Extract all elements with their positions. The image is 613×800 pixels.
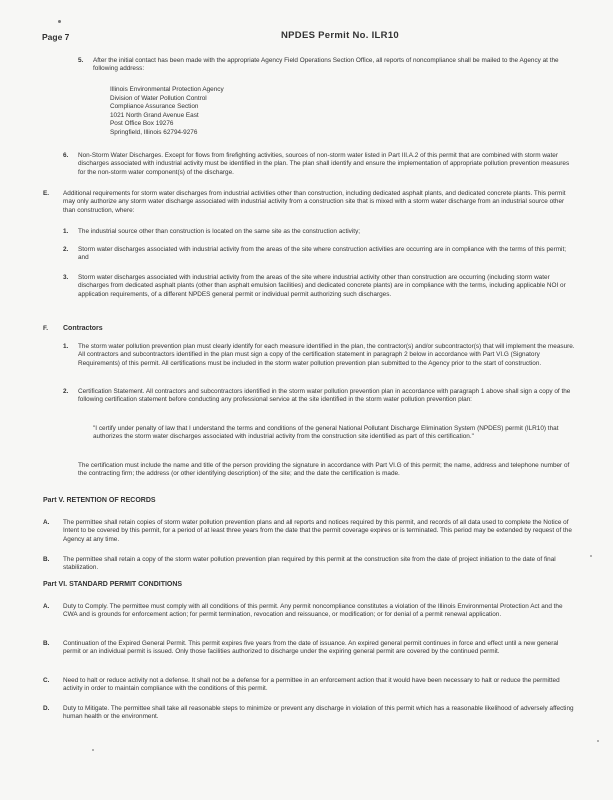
certification-requirements: The certification must include the name and title of the person providing the signature in accordance with Part VI.G of this permit; the name, address and telephone number of the contracting firm; the address (or other identifying description) of the site; and the date the certification is made. — [78, 462, 570, 478]
e-item1-text: The industrial source other than construction is located on the same site as the construction activity; — [78, 228, 361, 235]
item-label: A. — [43, 603, 50, 610]
e-item2-text: Storm water discharges associated with industrial activity from the areas of the site where construction activities are occurring are in compliance with the terms of this permit; and — [78, 246, 567, 262]
part5-b-text: The permittee shall retain a copy of the storm water pollution prevention plan required by this permit at the construction site from the date of project initiation to the date of final stabilization. — [63, 556, 556, 572]
address-line: Compliance Assurance Section — [110, 103, 199, 111]
section-label: F. — [43, 325, 48, 332]
item-label: D. — [43, 705, 50, 712]
item-label: 1. — [63, 343, 69, 350]
item-label: 2. — [63, 388, 69, 395]
e-item3-text: Storm water discharges associated with industrial activity from the areas of the site where industrial activity other than construction are occurring (including storm water discharges from dedicated asphalt plants (other than asphalt emulsion facilities) and dedicated concrete plants) are in compliance with the terms, including applicable NOI or application requirements, of a different NPDES general permit or individual permit authorizing such discharges. — [78, 274, 566, 298]
part6-a-text: Duty to Comply. The permittee must comply with all conditions of this permit. Any permit noncompliance constitutes a violation of the Illinois Environmental Protection Act and the CWA and is grounds for enforcement action; for permit termination, revocation and reissuance, or modification; or for denial of a permit renewal application. — [63, 603, 563, 619]
item-label: A. — [43, 519, 50, 526]
certification-quote: "I certify under penalty of law that I understand the terms and conditions of the general National Pollutant Discharge Elimination System (NPDES) permit (ILR10) that authorizes the storm water discharges associated with industrial activity from the construction site identified as part of this certification." — [93, 425, 559, 441]
address-line: Division of Water Pollution Control — [110, 94, 207, 102]
section-label: E. — [43, 190, 50, 197]
part6-heading: Part VI. STANDARD PERMIT CONDITIONS — [43, 581, 183, 588]
scan-speck — [92, 749, 94, 751]
page-number: Page 7 — [42, 32, 70, 42]
permit-title: NPDES Permit No. ILR10 — [281, 30, 399, 41]
address-line: Post Office Box 19276 — [110, 120, 174, 128]
part6-c-text: Need to halt or reduce activity not a defense. It shall not be a defense for a permittee in an enforcement action that it would have been necessary to halt or reduce the permitted activity in order to maintain compliance with the conditions of this permit. — [63, 677, 560, 693]
c-item5-text: After the initial contact has been made with the appropriate Agency Field Operations Section Office, all reports of noncompliance shall be mailed to the Agency at the following address: — [93, 57, 559, 73]
address-line: 1021 North Grand Avenue East — [110, 111, 199, 119]
item-label: 5. — [78, 57, 84, 64]
item-label: B. — [43, 556, 50, 563]
c-item6-text: Non-Storm Water Discharges. Except for flows from firefighting activities, sources of non-storm water listed in Part III.A.2 of this permit that are combined with storm water discharges associated with industrial activity must be identified in the plan. The plan shall identify and ensure the implementation of appropriate pollution prevention measures for the non-storm water component(s) of the discharge. — [78, 152, 570, 176]
section-e-intro: Additional requirements for storm water discharges from industrial activities other than construction, including dedicated asphalt plants, and dedicated concrete plants. This permit may only authorize any storm water discharge associated with industrial activity from a construction site that is mixed with a storm water discharge from an industrial source other than construction, where: — [63, 190, 566, 214]
f-item1-text: The storm water pollution prevention plan must clearly identify for each measure identified in the plan, the contractor(s) and/or subcontractor(s) that will implement the measure. All contractors and subcontractors identified in the plan must sign a copy of the certification statement in paragraph 2 below in accordance with Part VI.G (Signatory Requirements) of this permit. All certifications must be included in the storm water pollution prevention plan submitted to the Agency prior to the start of construction. — [78, 343, 575, 367]
part5-heading: Part V. RETENTION OF RECORDS — [43, 497, 156, 504]
item-label: C. — [43, 677, 50, 684]
scan-speck — [597, 740, 599, 742]
item-label: 2. — [63, 246, 69, 253]
mailing-address — [110, 86, 370, 138]
item-label: 6. — [63, 152, 69, 159]
part6-d-text: Duty to Mitigate. The permittee shall take all reasonable steps to minimize or prevent any discharge in violation of this permit which has a reasonable likelihood of adversely affecting human health or the environment. — [63, 705, 574, 721]
part5-a-text: The permittee shall retain copies of storm water pollution prevention plans and all reports and notices required by this permit, and records of all data used to complete the Notice of Intent to be covered by this permit, for a period of at least three years from the date that the permit coverage expires or is terminated. This period may be extended by request of the Agency at any time. — [63, 519, 572, 543]
item-label: B. — [43, 640, 50, 647]
scan-mark — [58, 20, 61, 23]
section-f-heading: Contractors — [63, 325, 103, 332]
scan-speck — [590, 555, 592, 557]
item-label: 3. — [63, 274, 69, 281]
part6-b-text: Continuation of the Expired General Permit. This permit expires five years from the date of issuance. An expired general permit continues in force and effect until a new general permit or an individual permit is issued. Only those facilities authorized to discharge under the expiring general permit are covered by the continued permit. — [63, 640, 559, 656]
address-line: Illinois Environmental Protection Agency — [110, 86, 224, 93]
item-label: 1. — [63, 228, 69, 235]
address-line: Springfield, Illinois 62794-9276 — [110, 128, 198, 136]
f-item2-text: Certification Statement. All contractors and subcontractors identified in the storm water pollution prevention plan in accordance with paragraph 1 above shall sign a copy of the following certification statement before conducting any professional service at the site identified in the storm water pollution prevention plan: — [78, 388, 571, 404]
